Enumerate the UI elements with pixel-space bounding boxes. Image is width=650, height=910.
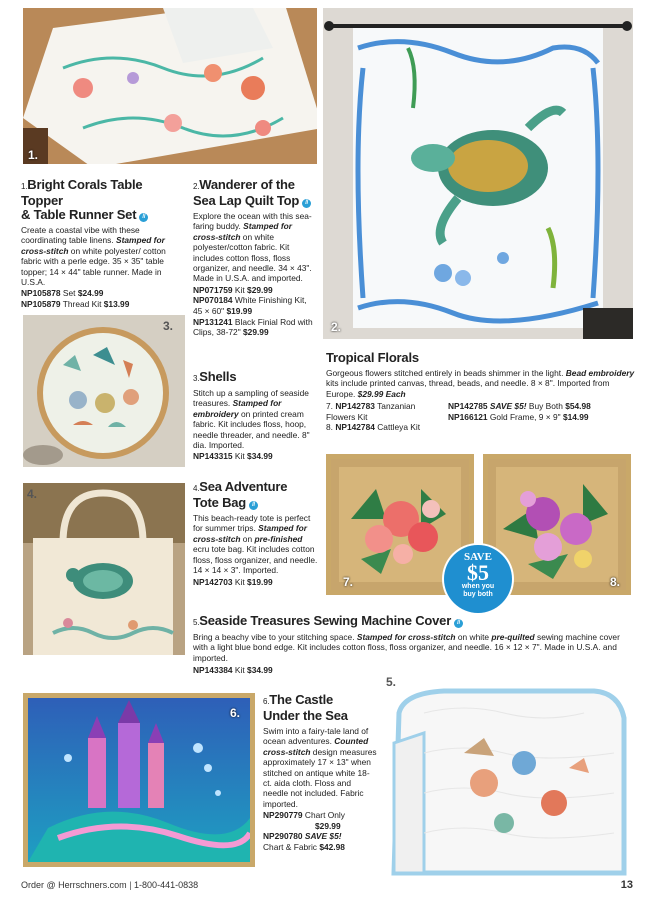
item-6-number: 6. bbox=[263, 697, 270, 706]
image-number-8: 8. bbox=[610, 575, 621, 589]
item-4-skus bbox=[193, 577, 318, 588]
save-badge-line1: SAVE bbox=[464, 551, 492, 563]
sku-row: NP142703 Kit $19.99 bbox=[193, 577, 273, 588]
item-1-skus bbox=[21, 288, 186, 309]
image-number-3: 3. bbox=[163, 319, 174, 333]
item-3-skus bbox=[193, 451, 318, 462]
item-6-block bbox=[263, 693, 378, 853]
sku-row: NP290780 SAVE $5! bbox=[263, 831, 342, 842]
item-6-description: Swim into a fairy-tale land of ocean adventures. Counted cross-stitch design measures approximately 17 × 13" when stitched on antique white 18-ct. aida cloth. Floss and needle not included. Fabric imported. bbox=[263, 726, 377, 809]
sku-row: NP071759 Kit $29.99 bbox=[193, 284, 273, 295]
shells-hoop-photo bbox=[23, 315, 185, 467]
page-number: 13 bbox=[620, 879, 633, 891]
item-1-number: 1. bbox=[21, 182, 28, 191]
item-5-title: 5.Seaside Treasures Sewing Machine Cover // bbox=[193, 614, 633, 630]
sku-row: NP166121 Gold Frame, 9 × 9" $14.99 bbox=[448, 412, 589, 423]
item-2-number: 2. bbox=[193, 182, 200, 191]
item-3-block bbox=[193, 370, 318, 462]
sku-row: NP142785 SAVE $5! Buy Both $54.98 bbox=[448, 401, 591, 412]
tropical-florals-description: Gorgeous flowers stitched entirely in beads shimmer in the light. Bead embroidery kits include printed canvas, thread, beads, and needle. 8 × 8". Imported from Europe. $29.99 Each bbox=[326, 368, 635, 399]
tropical-florals-title: Tropical Florals bbox=[326, 350, 419, 365]
tote-bag-photo bbox=[23, 483, 185, 655]
item-1-title: 1.Bright Corals Table Topper & Table Runner Set // bbox=[21, 178, 186, 222]
save-badge-line4: buy both bbox=[463, 591, 493, 598]
sku-row: NP131241 Black Finial Rod with Clips, 38-72" $29.99 bbox=[193, 316, 313, 338]
new-badge-icon: // bbox=[454, 619, 463, 628]
item-3-title: 3.Shells bbox=[193, 369, 237, 384]
item-2-skus bbox=[193, 285, 318, 338]
item-3-number: 3. bbox=[193, 374, 200, 383]
footer bbox=[21, 879, 633, 893]
item-1-block bbox=[21, 178, 186, 310]
sku-row: NP290779 Chart Only bbox=[263, 810, 345, 821]
tropical-florals-skus bbox=[326, 401, 636, 437]
turtle-quilt-photo bbox=[323, 8, 633, 339]
footer-order-link[interactable]: Order @ Herrschners.com bbox=[21, 880, 127, 890]
item-6-title: 6.The Castle Under the Sea bbox=[263, 692, 348, 723]
save-badge-line3: when you bbox=[461, 583, 495, 590]
sku-row: NP105879 Thread Kit $13.99 bbox=[21, 299, 130, 310]
save-badge-line2: $5 bbox=[467, 560, 489, 585]
item-4-title: 4.Sea Adventure Tote Bag // bbox=[193, 479, 288, 510]
sku-row: NP143315 Kit $34.99 bbox=[193, 451, 273, 462]
item-6-skus bbox=[263, 810, 378, 852]
sku-price: $29.99 bbox=[315, 820, 341, 831]
image-number-6: 6. bbox=[230, 706, 241, 720]
item-1-description: Create a coastal vibe with these coordinating table linens. Stamped for cross-stitch on white polyester/ cotton fabric with a perle edge. 35 × 35" table topper; 14 × 44" table runner. Made in U.S.A. bbox=[21, 225, 166, 288]
item-5-number: 5. bbox=[193, 618, 200, 627]
sku-row: NP143384 Kit $34.99 bbox=[193, 665, 273, 676]
new-badge-icon: // bbox=[302, 199, 311, 208]
image-number-7: 7. bbox=[343, 575, 354, 589]
item-4-description: This beach-ready tote is perfect for summer trips. Stamped for cross-stitch on pre-finished ecru tote bag. Kit includes cotton floss, floss organizer, and needle. 14 × 14 × 3". Imported. bbox=[193, 513, 318, 576]
sku-row: 7. NP142783 Tanzanian Flowers Kit bbox=[326, 401, 416, 422]
new-badge-icon: // bbox=[139, 213, 148, 222]
footer-separator: | bbox=[129, 880, 132, 890]
item-4-number: 4. bbox=[193, 484, 200, 493]
item-3-description: Stitch up a sampling of seaside treasures. Stamped for embroidery on printed cream fabric. Kit includes floss, hoop, needle threader, and needle. 8" dia. Imported. bbox=[193, 388, 310, 451]
sewing-machine-cover-photo bbox=[384, 673, 633, 877]
image-number-5: 5. bbox=[386, 675, 397, 689]
image-number-2: 2. bbox=[331, 320, 342, 334]
tropical-florals-block bbox=[326, 351, 636, 437]
item-2-title: 2.Wanderer of the Sea Lap Quilt Top // bbox=[193, 178, 318, 208]
item-5-block bbox=[193, 614, 633, 676]
item-4-block bbox=[193, 480, 318, 588]
table-topper-photo bbox=[23, 8, 317, 164]
image-number-1: 1. bbox=[28, 148, 39, 162]
castle-under-sea-photo bbox=[23, 693, 255, 867]
sku-row: NP105878 Set $24.99 bbox=[21, 288, 104, 299]
item-2-description: Explore the ocean with this sea-faring buddy. Stamped for cross-stitch on white polyester/cotton fabric. Kit includes cotton floss, floss organizer, and needle. 34 × 43". Made in U.S.A. and imported. bbox=[193, 211, 312, 284]
item-5-description: Bring a beachy vibe to your stitching space. Stamped for cross-stitch on white pre-quilted sewing machine cover with a light blue bond edge. Kit includes cotton floss, floss organizer, and needle. 16 × 12 × 7". Made in U.S.A. and imported. bbox=[193, 632, 620, 663]
save-five-badge bbox=[444, 545, 512, 613]
sku-row: NP070184 White Finishing Kit, 45 × 60" $19.99 bbox=[193, 295, 307, 317]
image-number-4: 4. bbox=[27, 487, 38, 501]
new-badge-icon: // bbox=[249, 501, 258, 510]
footer-phone[interactable]: 1-800-441-0838 bbox=[134, 880, 199, 890]
sku-row: 8. NP142784 Cattleya Kit bbox=[326, 422, 421, 433]
item-2-block bbox=[193, 178, 318, 338]
sku-row: Chart & Fabric $42.98 bbox=[263, 842, 345, 853]
